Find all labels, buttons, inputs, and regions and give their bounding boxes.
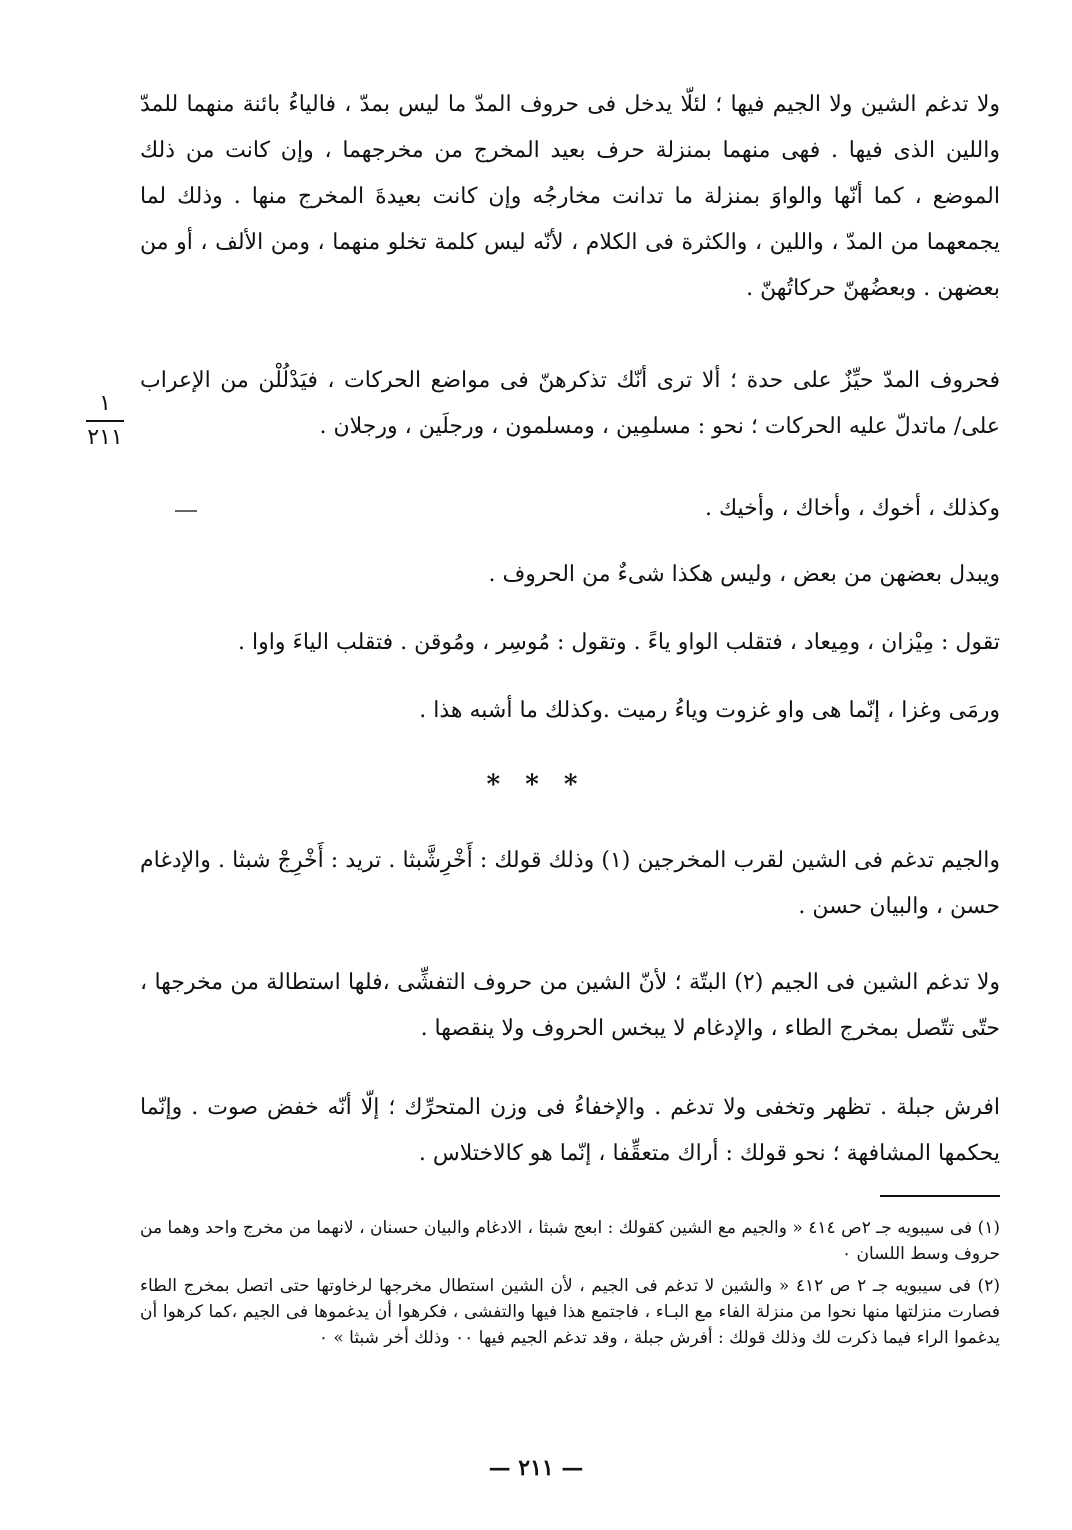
paragraph-6 — [140, 688, 1000, 734]
margin-page-reference — [80, 392, 130, 450]
paragraph-9 — [140, 1085, 1000, 1177]
paragraph-5 — [140, 620, 1000, 666]
footnote-divider — [880, 1195, 1000, 1197]
section-separator: * * * — [486, 770, 586, 800]
paragraph-text: ولا تدغم الشين ولا الجيم فيها ؛ لئلّا يدخل فى حروف المدّ ما ليس بمدّ ، فالياءُ بائنة منهما للمدّ واللين الذى فيها . فهى منهما بمنزلة حرف بعيد المخرج من مخرجهما ، وإن كانت من ذلك الموضع ، كما أنّها والواوَ بمنزلة ما تدانت مخارجُه وإن كانت بعيدةَ المخرج منها . وذلك لما يجمعهما من المدّ ، واللين ، والكثرة فى الكلام ، لأنّه ليس كلمة تخلو منهما ، ومن الألف ، أو من بعضهن . وبعضُهنّ حركاتُهنّ . — [140, 92, 1000, 301]
paragraph-text: تقول : مِيْزان ، ومِيعاد ، فتقلب الواو ياءً . وتقول : مُوسِر ، ومُوقن . فتقلب الياءَ واوا . — [238, 630, 1000, 655]
paragraph-text: فحروف المدّ حيِّزٌ على حدة ؛ ألا ترى أنّك تذكرهنّ فى مواضع الحركات ، فيَدْلُلْن من الإعراب على/ ماتدلّ عليه الحركات ؛ نحو : مسلمِين ، ومسلمون ، ورجلَين ، ورجلان . — [140, 368, 1000, 439]
paragraph-1 — [140, 82, 1000, 312]
paragraph-text: والجيم تدغم فى الشين لقرب المخرجين (١) وذلك قولك : أَخْرِشَّبثا . تريد : أَخْرِجْ شبثا . والإدغام حسن ، والبيان حسن . — [140, 848, 1000, 919]
paragraph-text: افرش جبلة . تظهر وتخفى ولا تدغم . والإخفاءُ فى وزن المتحرِّك ؛ إلّا أنّه خفض صوت . وإنّما يحكمها المشافهة ؛ نحو قولك : أراك متعقِّفا ، إنّما هو كالاختلاس . — [140, 1095, 1000, 1166]
paragraph-3 — [140, 486, 1000, 532]
paragraph-4 — [140, 552, 1000, 598]
footnote-1: (١) فى سيبويه جـ ٢ص ٤١٤ « والجيم مع الشين كقولك : ابعج شبثا ، الادغام والبيان حسنان ، لانهما من مخرج واحد وهما من حروف وسط اللسان ٠ — [140, 1218, 1000, 1264]
paragraph-2 — [140, 358, 1000, 450]
paragraph-text: ورمَى وغزا ، إنّما هى واو غزوت وياءُ رميت .وكذلك ما أشبه هذا . — [419, 698, 1000, 723]
paragraph-8 — [140, 960, 1000, 1052]
margin-denominator: ٢١١ — [87, 425, 123, 450]
page-number: — ٢١١ — — [488, 1455, 584, 1481]
paragraph-7 — [140, 838, 1000, 930]
paragraph-text: وكذلك ، أخوك ، وأخاك ، وأخيك . — [704, 496, 1000, 521]
margin-fraction-bar — [86, 420, 124, 422]
margin-numerator: ١ — [99, 391, 111, 416]
footnotes — [140, 1215, 1000, 1357]
paragraph-text: ويبدل بعضهن من بعض ، وليس هكذا شىءٌ من الحروف . — [488, 562, 1000, 587]
footnote-2: (٢) فى سيبويه جـ ٢ ص ٤١٢ « والشين لا تدغم فى الجيم ، لأن الشين استطال مخرجها لرخاوتها حتى اتصل بمخرج الطاء فصارت منزلتها منها نحوا من منزلة الفاء مع البـاء ، فاجتمع هذا فيها والتفشى ، فكرهوا أن يدغموها فى الجيم ،كما كرهوا أن يدغموا الراء فيما ذكرت لك وذلك قولك : أفرش جبلة ، وقد تدغم الجيم فيها ٠٠ وذلك أخر شبثا » ٠ — [140, 1276, 1000, 1348]
paragraph-text: ولا تدغم الشين فى الجيم (٢) البتّة ؛ لأنّ الشين من حروف التفشِّى ،فلها استطالة من مخرجها ، حتّى تتّصل بمخرج الطاء ، والإدغام لا يبخس الحروف ولا ينقصها . — [140, 970, 1000, 1041]
